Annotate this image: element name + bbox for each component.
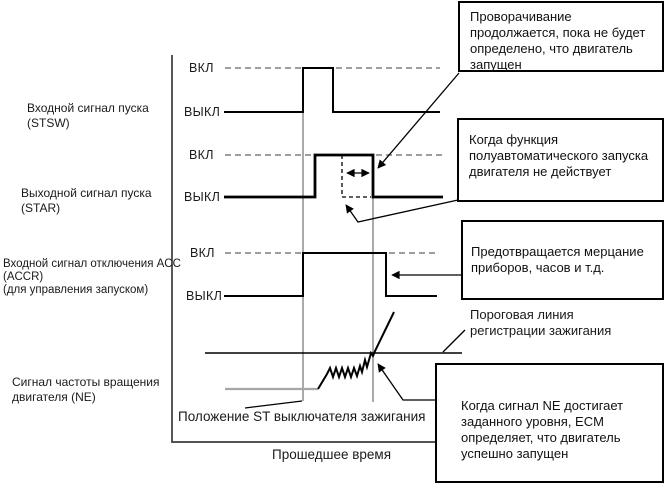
star-waveform bbox=[224, 155, 443, 197]
threshold-label-line: Пороговая линия bbox=[470, 307, 574, 322]
callout-semiauto-start bbox=[457, 118, 664, 202]
callout-line: Проворачивание bbox=[470, 9, 572, 24]
callout-line: полуавтоматического запуска bbox=[469, 148, 649, 163]
signal-label-line: Сигнал частоты вращения bbox=[12, 375, 160, 389]
callout-line: Когда сигнал NE достигает bbox=[461, 398, 624, 413]
callout-line: запущен bbox=[470, 57, 522, 72]
ne-waveform bbox=[318, 312, 394, 389]
callout-ne-level-reached bbox=[435, 363, 664, 483]
callout1-arrow bbox=[378, 73, 459, 168]
signal-label-star bbox=[21, 186, 152, 216]
signal-label-line: (ACCR) bbox=[3, 271, 44, 283]
signal-label-stsw bbox=[27, 101, 149, 131]
signal-label-line: (для управления запуском) bbox=[3, 284, 149, 296]
threshold-label bbox=[470, 307, 611, 338]
callout2-arrow bbox=[346, 200, 458, 222]
threshold-label-line: регистрации зажигания bbox=[470, 322, 612, 338]
callout-cranking-continues bbox=[458, 1, 664, 72]
st-position-label: Положение ST выключателя зажигания bbox=[178, 409, 426, 424]
callout-line: успешно запущен bbox=[461, 446, 569, 461]
accr-on-label: ВКЛ bbox=[190, 246, 215, 260]
callout-flicker-prevented bbox=[461, 220, 664, 300]
callout-line: двигателя не действует bbox=[469, 164, 612, 179]
signal-label-accr bbox=[3, 258, 181, 297]
signal-label-line: Выходной сигнал пуска bbox=[21, 186, 152, 200]
callout-line: определяет, что двигатель bbox=[461, 430, 621, 445]
signal-label-line: Входной сигнал пуска bbox=[27, 101, 149, 115]
callout-line: определено, что двигатель bbox=[470, 41, 633, 56]
callout-line: Предотвращается мерцание bbox=[471, 244, 644, 259]
callout-line: Когда функция bbox=[469, 132, 559, 147]
signal-label-line: (STSW) bbox=[27, 116, 70, 130]
x-axis-label: Прошедшее время bbox=[272, 447, 392, 462]
callout-line: приборов, часов и т.д. bbox=[471, 260, 605, 275]
stsw-waveform bbox=[224, 68, 440, 112]
callout-line: продолжается, пока не будет bbox=[470, 25, 646, 40]
signal-label-line: (STAR) bbox=[21, 201, 61, 215]
accr-off-label: ВЫКЛ bbox=[186, 289, 223, 303]
threshold-label-leader bbox=[443, 330, 465, 352]
signal-label-ne bbox=[12, 375, 160, 405]
st-position-leader bbox=[245, 401, 302, 408]
star-off-label: ВЫКЛ bbox=[184, 190, 221, 204]
star-on-label: ВКЛ bbox=[189, 148, 214, 162]
stsw-off-label: ВЫКЛ bbox=[184, 105, 221, 119]
callout4-arrow bbox=[378, 364, 436, 400]
stsw-on-label: ВКЛ bbox=[189, 61, 214, 75]
callout-line: заданного уровня, ECM bbox=[461, 414, 604, 429]
signal-label-line: двигателя (NE) bbox=[12, 390, 96, 404]
signal-label-line: Входной сигнал отключения ACC bbox=[3, 258, 181, 270]
